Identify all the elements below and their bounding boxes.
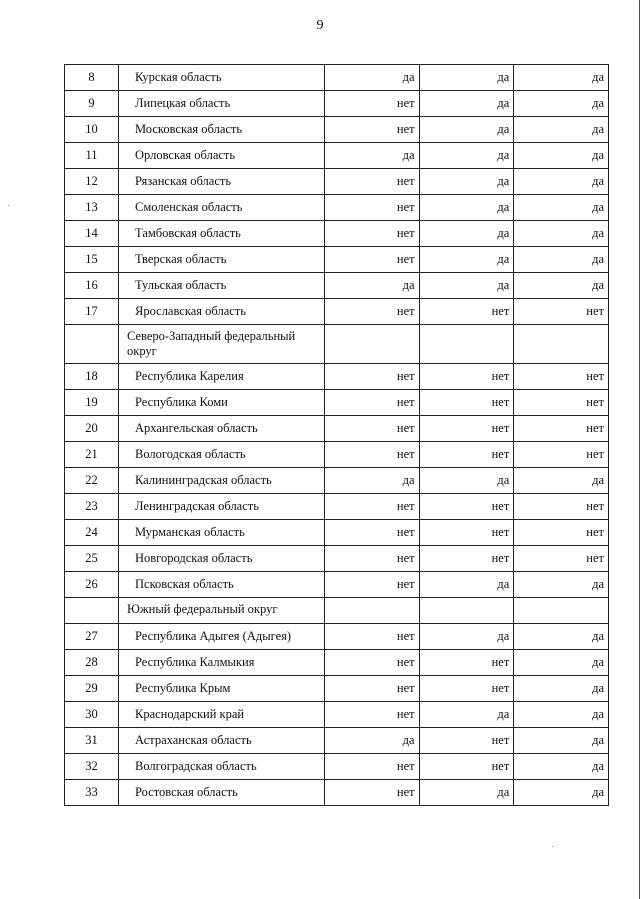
value-cell-1: нет: [324, 442, 419, 468]
value-cell-2: [419, 598, 514, 624]
region-name: Смоленская область: [119, 195, 325, 221]
row-number: 23: [65, 494, 119, 520]
value-cell-2: да: [419, 468, 514, 494]
value-cell-3: нет: [514, 546, 609, 572]
district-header-row: [65, 598, 609, 624]
value-cell-3: да: [514, 650, 609, 676]
row-number: 27: [65, 624, 119, 650]
table-row: [65, 442, 609, 468]
region-name: Волгоградская область: [119, 754, 325, 780]
value-cell-2: да: [419, 702, 514, 728]
table-row: [65, 624, 609, 650]
value-cell-3: нет: [514, 390, 609, 416]
value-cell-1: нет: [324, 676, 419, 702]
value-cell-3: да: [514, 676, 609, 702]
row-number: 30: [65, 702, 119, 728]
value-cell-2: да: [419, 91, 514, 117]
table-row: [65, 221, 609, 247]
row-number: 32: [65, 754, 119, 780]
row-number: 18: [65, 364, 119, 390]
value-cell-3: нет: [514, 442, 609, 468]
value-cell-2: нет: [419, 520, 514, 546]
region-name: Курская область: [119, 65, 325, 91]
value-cell-1: [324, 325, 419, 364]
value-cell-3: да: [514, 754, 609, 780]
value-cell-1: да: [324, 273, 419, 299]
value-cell-2: нет: [419, 494, 514, 520]
value-cell-2: да: [419, 117, 514, 143]
row-number: 33: [65, 780, 119, 806]
value-cell-1: да: [324, 728, 419, 754]
region-name: Вологодская область: [119, 442, 325, 468]
value-cell-1: нет: [324, 494, 419, 520]
region-name: Архангельская область: [119, 416, 325, 442]
row-number: [65, 325, 119, 364]
table-row: [65, 546, 609, 572]
region-name: Новгородская область: [119, 546, 325, 572]
value-cell-3: нет: [514, 416, 609, 442]
row-number: 20: [65, 416, 119, 442]
district-name: Южный федеральный округ: [119, 598, 325, 624]
table-row: [65, 780, 609, 806]
region-name: Республика Карелия: [119, 364, 325, 390]
row-number: 10: [65, 117, 119, 143]
region-name: Псковская область: [119, 572, 325, 598]
value-cell-1: нет: [324, 650, 419, 676]
value-cell-3: да: [514, 572, 609, 598]
page-number: 9: [316, 18, 324, 33]
region-name: Краснодарский край: [119, 702, 325, 728]
row-number: 26: [65, 572, 119, 598]
scan-speck: [8, 205, 9, 206]
value-cell-1: да: [324, 65, 419, 91]
region-name: Орловская область: [119, 143, 325, 169]
value-cell-1: нет: [324, 780, 419, 806]
table-row: [65, 676, 609, 702]
table-row: [65, 299, 609, 325]
row-number: 22: [65, 468, 119, 494]
table-row: [65, 117, 609, 143]
value-cell-3: да: [514, 143, 609, 169]
value-cell-3: да: [514, 728, 609, 754]
value-cell-1: нет: [324, 247, 419, 273]
table-row: [65, 195, 609, 221]
row-number: 25: [65, 546, 119, 572]
value-cell-2: да: [419, 169, 514, 195]
region-name: Мурманская область: [119, 520, 325, 546]
value-cell-1: нет: [324, 91, 419, 117]
value-cell-1: [324, 598, 419, 624]
value-cell-2: нет: [419, 390, 514, 416]
region-name: Астраханская область: [119, 728, 325, 754]
value-cell-3: нет: [514, 364, 609, 390]
table-row: [65, 572, 609, 598]
value-cell-3: да: [514, 624, 609, 650]
value-cell-2: нет: [419, 299, 514, 325]
region-name: Ростовская область: [119, 780, 325, 806]
region-name: Рязанская область: [119, 169, 325, 195]
value-cell-3: да: [514, 65, 609, 91]
value-cell-3: да: [514, 195, 609, 221]
region-name: Тульская область: [119, 273, 325, 299]
value-cell-3: да: [514, 468, 609, 494]
table-row: [65, 91, 609, 117]
region-name: Ленинградская область: [119, 494, 325, 520]
value-cell-1: нет: [324, 572, 419, 598]
value-cell-1: нет: [324, 299, 419, 325]
table-row: [65, 468, 609, 494]
value-cell-1: нет: [324, 416, 419, 442]
value-cell-1: да: [324, 143, 419, 169]
table-row: [65, 702, 609, 728]
value-cell-2: нет: [419, 416, 514, 442]
value-cell-1: нет: [324, 221, 419, 247]
region-name: Тверская область: [119, 247, 325, 273]
value-cell-2: да: [419, 273, 514, 299]
value-cell-3: да: [514, 221, 609, 247]
value-cell-2: да: [419, 624, 514, 650]
region-name: Ярославская область: [119, 299, 325, 325]
value-cell-3: нет: [514, 520, 609, 546]
table-row: [65, 364, 609, 390]
value-cell-3: да: [514, 780, 609, 806]
row-number: 12: [65, 169, 119, 195]
value-cell-1: нет: [324, 754, 419, 780]
value-cell-3: да: [514, 247, 609, 273]
region-name: Республика Коми: [119, 390, 325, 416]
value-cell-2: нет: [419, 728, 514, 754]
region-name: Тамбовская область: [119, 221, 325, 247]
value-cell-2: нет: [419, 364, 514, 390]
table-row: [65, 416, 609, 442]
value-cell-1: нет: [324, 546, 419, 572]
value-cell-3: да: [514, 117, 609, 143]
region-name: Липецкая область: [119, 91, 325, 117]
table-row: [65, 650, 609, 676]
value-cell-2: нет: [419, 650, 514, 676]
table-row: [65, 754, 609, 780]
value-cell-2: [419, 325, 514, 364]
row-number: 31: [65, 728, 119, 754]
row-number: [65, 598, 119, 624]
scan-speck: [552, 846, 553, 847]
row-number: 8: [65, 65, 119, 91]
table-row: [65, 390, 609, 416]
value-cell-3: нет: [514, 494, 609, 520]
value-cell-2: да: [419, 221, 514, 247]
value-cell-1: нет: [324, 624, 419, 650]
value-cell-3: да: [514, 91, 609, 117]
value-cell-2: нет: [419, 546, 514, 572]
value-cell-2: да: [419, 247, 514, 273]
region-name: Республика Крым: [119, 676, 325, 702]
value-cell-2: да: [419, 572, 514, 598]
value-cell-2: нет: [419, 442, 514, 468]
value-cell-1: да: [324, 468, 419, 494]
row-number: 28: [65, 650, 119, 676]
row-number: 9: [65, 91, 119, 117]
value-cell-2: нет: [419, 676, 514, 702]
district-name: Северо-Западный федеральный округ: [119, 325, 325, 364]
value-cell-3: да: [514, 169, 609, 195]
table-row: [65, 273, 609, 299]
value-cell-3: нет: [514, 299, 609, 325]
value-cell-2: да: [419, 65, 514, 91]
value-cell-1: нет: [324, 520, 419, 546]
value-cell-2: да: [419, 780, 514, 806]
row-number: 11: [65, 143, 119, 169]
row-number: 17: [65, 299, 119, 325]
row-number: 13: [65, 195, 119, 221]
value-cell-3: да: [514, 273, 609, 299]
value-cell-1: нет: [324, 702, 419, 728]
table-row: [65, 65, 609, 91]
row-number: 21: [65, 442, 119, 468]
table-row: [65, 520, 609, 546]
region-name: Республика Адыгея (Адыгея): [119, 624, 325, 650]
table-row: [65, 169, 609, 195]
table-row: [65, 143, 609, 169]
regions-table: [64, 64, 609, 806]
row-number: 19: [65, 390, 119, 416]
value-cell-1: нет: [324, 169, 419, 195]
value-cell-3: [514, 598, 609, 624]
value-cell-3: да: [514, 702, 609, 728]
row-number: 16: [65, 273, 119, 299]
value-cell-1: нет: [324, 117, 419, 143]
row-number: 24: [65, 520, 119, 546]
table-row: [65, 728, 609, 754]
value-cell-1: нет: [324, 364, 419, 390]
table-row: [65, 247, 609, 273]
row-number: 15: [65, 247, 119, 273]
row-number: 29: [65, 676, 119, 702]
value-cell-3: [514, 325, 609, 364]
value-cell-1: нет: [324, 195, 419, 221]
region-name: Республика Калмыкия: [119, 650, 325, 676]
row-number: 14: [65, 221, 119, 247]
region-name: Калининградская область: [119, 468, 325, 494]
value-cell-2: да: [419, 143, 514, 169]
value-cell-1: нет: [324, 390, 419, 416]
table-row: [65, 494, 609, 520]
district-header-row: [65, 325, 609, 364]
region-name: Московская область: [119, 117, 325, 143]
value-cell-2: нет: [419, 754, 514, 780]
value-cell-2: да: [419, 195, 514, 221]
